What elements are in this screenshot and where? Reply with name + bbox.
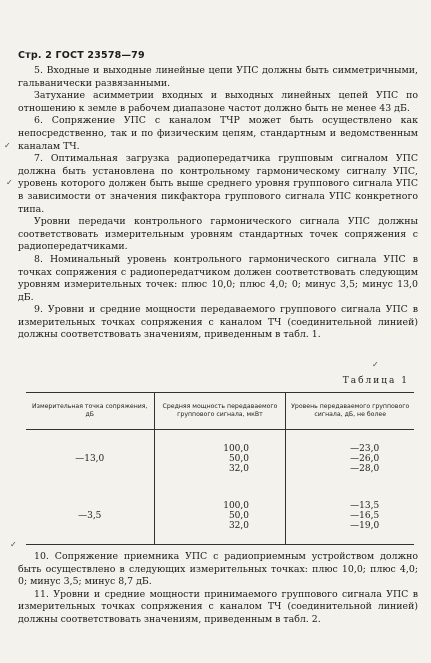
table-1 xyxy=(26,392,414,545)
table-row xyxy=(26,430,414,488)
table-value: 32,0 xyxy=(228,520,249,531)
table-cell-level xyxy=(286,487,414,545)
table-caption: Таблица 1 xyxy=(342,376,409,386)
handwritten-check-mark: ✓ xyxy=(10,540,17,549)
table-value: 50,0 xyxy=(228,510,249,521)
paragraph-10: 10. Сопряжение приемника УПС с радиоприемным устройством должно быть осуществлено в следующих измерительных точках: плюс 10,0; плюс 4,0; 0; минус 3,5; минус 8,7 дБ. xyxy=(18,551,418,588)
table-header-power: Средняя мощность передаваемого группового сигнала, мкВт xyxy=(154,393,286,430)
table-header-point: Измерительная точка сопряжения, дБ xyxy=(26,393,154,430)
handwritten-check-mark: ✓ xyxy=(6,178,13,187)
handwritten-check-mark: ✓ xyxy=(372,360,379,369)
table-value: —26,0 xyxy=(350,453,380,464)
table-cell-point: —3,5 xyxy=(26,487,154,545)
paragraph-levels: Уровни передачи контрольного гармонического сигнала УПС должны соответствовать измерительным уровням стандартных точек сопряжения с радиопередатчиками. xyxy=(18,216,418,253)
table-value: —28,0 xyxy=(350,463,380,474)
table-cell-level xyxy=(286,430,414,488)
table-value: 50,0 xyxy=(228,453,249,464)
paragraph-11: 11. Уровни и средние мощности принимаемого группового сигнала УПС в измерительных точках сопряжения с каналом ТЧ (соединительной линией) должны соответствовать значениям, приведенным в табл. 2. xyxy=(18,588,418,625)
table-value: —16,5 xyxy=(350,510,380,521)
table-value: —19,0 xyxy=(350,520,380,531)
text-block-bottom xyxy=(18,551,418,627)
paragraph-asymmetry: Затухание асимметрии входных и выходных линейных цепей УПС по отношению к земле в рабочем диапазоне частот должно быть не менее 43 дБ. xyxy=(18,90,418,114)
table-row xyxy=(26,487,414,545)
table-value: 32,0 xyxy=(228,463,249,474)
paragraph-5: 5. Входные и выходные линейные цепи УПС должны быть симметричными, гальванически развязанными. xyxy=(18,65,418,89)
table-cell-power xyxy=(154,487,286,545)
paragraph-9: 9. Уровни и средние мощности передаваемого группового сигнала УПС в измерительных точках сопряжения с каналом ТЧ (соединительной линией) должны соответствовать значениям, приведенным в табл. 1. xyxy=(18,304,418,341)
paragraph-7: 7. Оптимальная загрузка радиопередатчика групповым сигналом УПС должна быть установлена по контрольному гармоническому сигналу УПС, уровень которого должен быть выше среднего уровня группового сигнала УПС в зависимости от значения пикфактора группового сигнала УПС конкретного типа. xyxy=(18,153,418,215)
handwritten-check-mark: ✓ xyxy=(4,141,11,150)
paragraph-6: 6. Сопряжение УПС с каналом ТЧР может быть осуществлено как непосредственно, так и по физическим цепям, стандартным и ведомственным каналам ТЧ. xyxy=(18,115,418,152)
table-cell-point: —13,0 xyxy=(26,430,154,488)
table-value: 100,0 xyxy=(223,443,249,454)
paragraph-8: 8. Номинальный уровень контрольного гармонического сигнала УПС в точках сопряжения с радиопередатчиком должен соответствовать следующим уровням измерительных точек: плюс 10,0; плюс 4,0; 0; минус 3,5; минус 13,0 дБ. xyxy=(18,253,418,303)
table-cell-power xyxy=(154,430,286,488)
page-header: Стр. 2 ГОСТ 23578—79 xyxy=(18,50,145,61)
table-value: 100,0 xyxy=(223,500,249,511)
text-block-top xyxy=(18,65,418,342)
table-value: —23,0 xyxy=(350,443,380,454)
table-header-level: Уровень передаваемого группового сигнала, дБ, не более xyxy=(286,393,414,430)
table-value: —13,5 xyxy=(350,500,380,511)
